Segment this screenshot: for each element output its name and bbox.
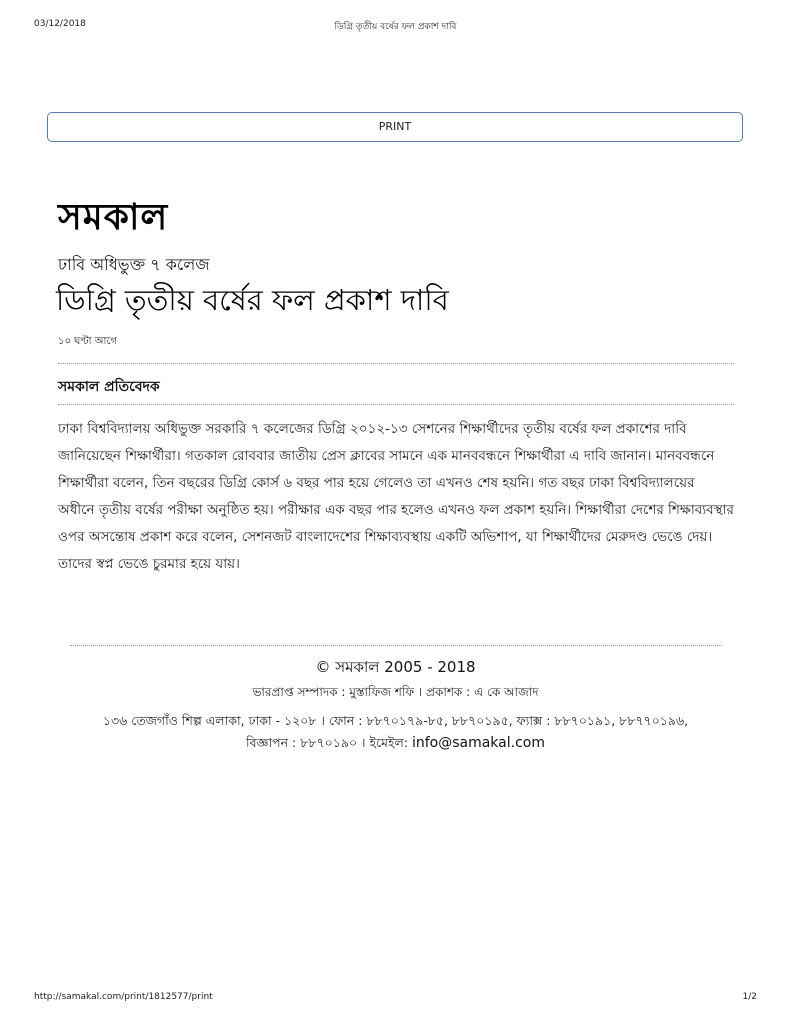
footer-divider [70, 645, 722, 646]
footer-ads: বিজ্ঞাপন : ৮৮৭০১৯০ । ইমেইল: [246, 735, 412, 750]
article-body: ঢাকা বিশ্ববিদ্যালয় অধিভুক্ত সরকারি ৭ কলেজের ডিগ্রি ২০১২-১৩ সেশনের শিক্ষার্থীদের তৃতীয় বর্ষের ফল প্রকাশের দাবি জানিয়েছেন শিক্ষার্থীরা। গতকাল রোববার জাতীয় প্রেস ক্লাবের সামনে এক মানববন্ধনে শিক্ষার্থীরা এ দাবি জানান। মানববন্ধনে শিক্ষার্থীরা বলেন, তিন বছরের ডিগ্রি কোর্স ৬ বছর পার হয়ে গেলেও তা এখনও শেষ হয়নি। গত বছর ঢাকা বিশ্ববিদ্যালয়ের অধীনে তৃতীয় বর্ষের পরীক্ষা অনুষ্ঠিত হয়। পরীক্ষার এক বছর পার হলেও এখনও ফল প্রকাশ হয়নি। শিক্ষার্থীরা দেশের শিক্ষাব্যবস্থার ওপর অসন্তোষ প্রকাশ করে বলেন, সেশনজট বাংলাদেশের শিক্ষাব্যবস্থায় একটি অভিশাপ, যা শিক্ষার্থীদের মেরুদণ্ড ভেঙে দেয়। তাদের স্বপ্ন ভেঙে চুরমার হয়ে যায়। [58, 421, 734, 572]
footer-address-block [40, 710, 751, 754]
footer-address: ১৩৬ তেজগাঁও শিল্প এলাকা, ঢাকা - ১২০৮ । ফোন : ৮৮৭০১৭৯-৮৫, ৮৮৭০১৯৫, ফ্যাক্স : ৮৮৭০১৯১, ৮৮৭৭০১৯৬, [102, 713, 689, 728]
samakal-logo: সমকাল [58, 196, 169, 238]
divider [58, 363, 734, 364]
print-date: 03/12/2018 [34, 19, 86, 29]
article-headline: ডিগ্রি তৃতীয় বর্ষের ফল প্রকাশ দাবি [56, 283, 449, 317]
article-author: সমকাল প্রতিবেদক [58, 379, 160, 395]
print-button[interactable]: PRINT [47, 112, 743, 142]
print-url: http://samakal.com/print/1812577/print [34, 992, 213, 1002]
article-kicker: ঢাবি অধিভুক্ত ৭ কলেজ [58, 255, 210, 274]
divider [58, 404, 734, 405]
footer-copyright: © সমকাল 2005 - 2018 [315, 658, 476, 676]
footer-contact [40, 732, 751, 754]
print-page-number: 1/2 [742, 992, 757, 1002]
print-page-title: ডিগ্রি তৃতীয় বর্ষের ফল প্রকাশ দাবি [334, 22, 457, 32]
article-time: ১০ ঘণ্টা আগে [58, 336, 117, 347]
footer-editor: ভারপ্রাপ্ত সম্পাদক : মুস্তাফিজ শফি । প্রকাশক : এ কে আজাদ [252, 685, 539, 699]
footer-email-link[interactable]: info@samakal.com [411, 735, 545, 751]
